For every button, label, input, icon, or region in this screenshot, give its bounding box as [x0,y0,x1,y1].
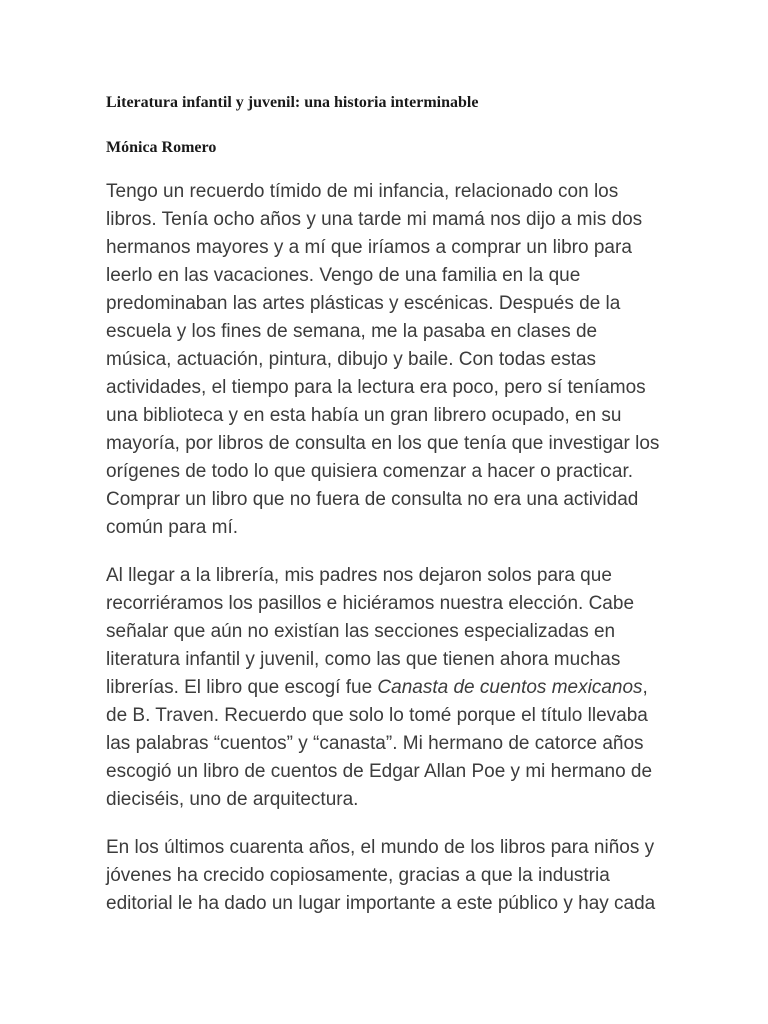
book-title-italic: Canasta de cuentos mexicanos [377,677,643,698]
paragraph-line: dieciséis, uno de arquitectura. [106,789,359,810]
paragraph-2 [106,562,666,814]
paragraph-line-with-book-title [106,674,666,702]
paragraph-1 [106,178,666,542]
document-title: Literatura infantil y juvenil: una historia interminable [106,94,479,111]
line-text-before: librerías. El libro que escogí fue [106,677,378,698]
paragraph-line: jóvenes ha crecido copiosamente, gracias a que la industria [106,865,610,886]
paragraph-line: leerlo en las vacaciones. Vengo de una familia en la que [106,265,581,286]
paragraph-line: escuela y los fines de semana, me la pasaba en clases de [106,321,598,342]
paragraph-line: libros. Tenía ocho años y una tarde mi mamá nos dijo a mis dos [106,209,643,230]
paragraph-line: mayoría, por libros de consulta en los que tenía que investigar los [106,433,660,454]
paragraph-line: En los últimos cuarenta años, el mundo de los libros para niños y [106,837,655,858]
paragraph-line: música, actuación, pintura, dibujo y baile. Con todas estas [106,349,597,370]
line-text-after: , [642,677,648,698]
paragraph-line: Tengo un recuerdo tímido de mi infancia, relacionado con los [106,181,619,202]
paragraph-line: común para mí. [106,517,238,538]
paragraph-line: predominaban las artes plásticas y escénicas. Después de la [106,293,621,314]
paragraph-line: señalar que aún no existían las secciones especializadas en [106,621,616,642]
paragraph-line: una biblioteca y en esta había un gran librero ocupado, en su [106,405,622,426]
paragraph-3 [106,834,666,918]
paragraph-line: escogió un libro de cuentos de Edgar Allan Poe y mi hermano de [106,761,653,782]
paragraph-line: literatura infantil y juvenil, como las que tienen ahora muchas [106,649,621,670]
paragraph-line: las palabras “cuentos” y “canasta”. Mi hermano de catorce años [106,733,644,754]
paragraph-line: Al llegar a la librería, mis padres nos dejaron solos para que [106,565,612,586]
paragraph-line: hermanos mayores y a mí que iríamos a comprar un libro para [106,237,632,258]
paragraph-line: Comprar un libro que no fuera de consulta no era una actividad [106,489,639,510]
paragraph-line: de B. Traven. Recuerdo que solo lo tomé porque el título llevaba [106,705,648,726]
paragraph-line: orígenes de todo lo que quisiera comenzar a hacer o practicar. [106,461,634,482]
paragraph-line: editorial le ha dado un lugar importante a este público y hay cada [106,893,656,914]
paragraph-line: actividades, el tiempo para la lectura era poco, pero sí teníamos [106,377,646,398]
document-author: Mónica Romero [106,139,217,156]
paragraph-line: recorriéramos los pasillos e hiciéramos nuestra elección. Cabe [106,593,635,614]
